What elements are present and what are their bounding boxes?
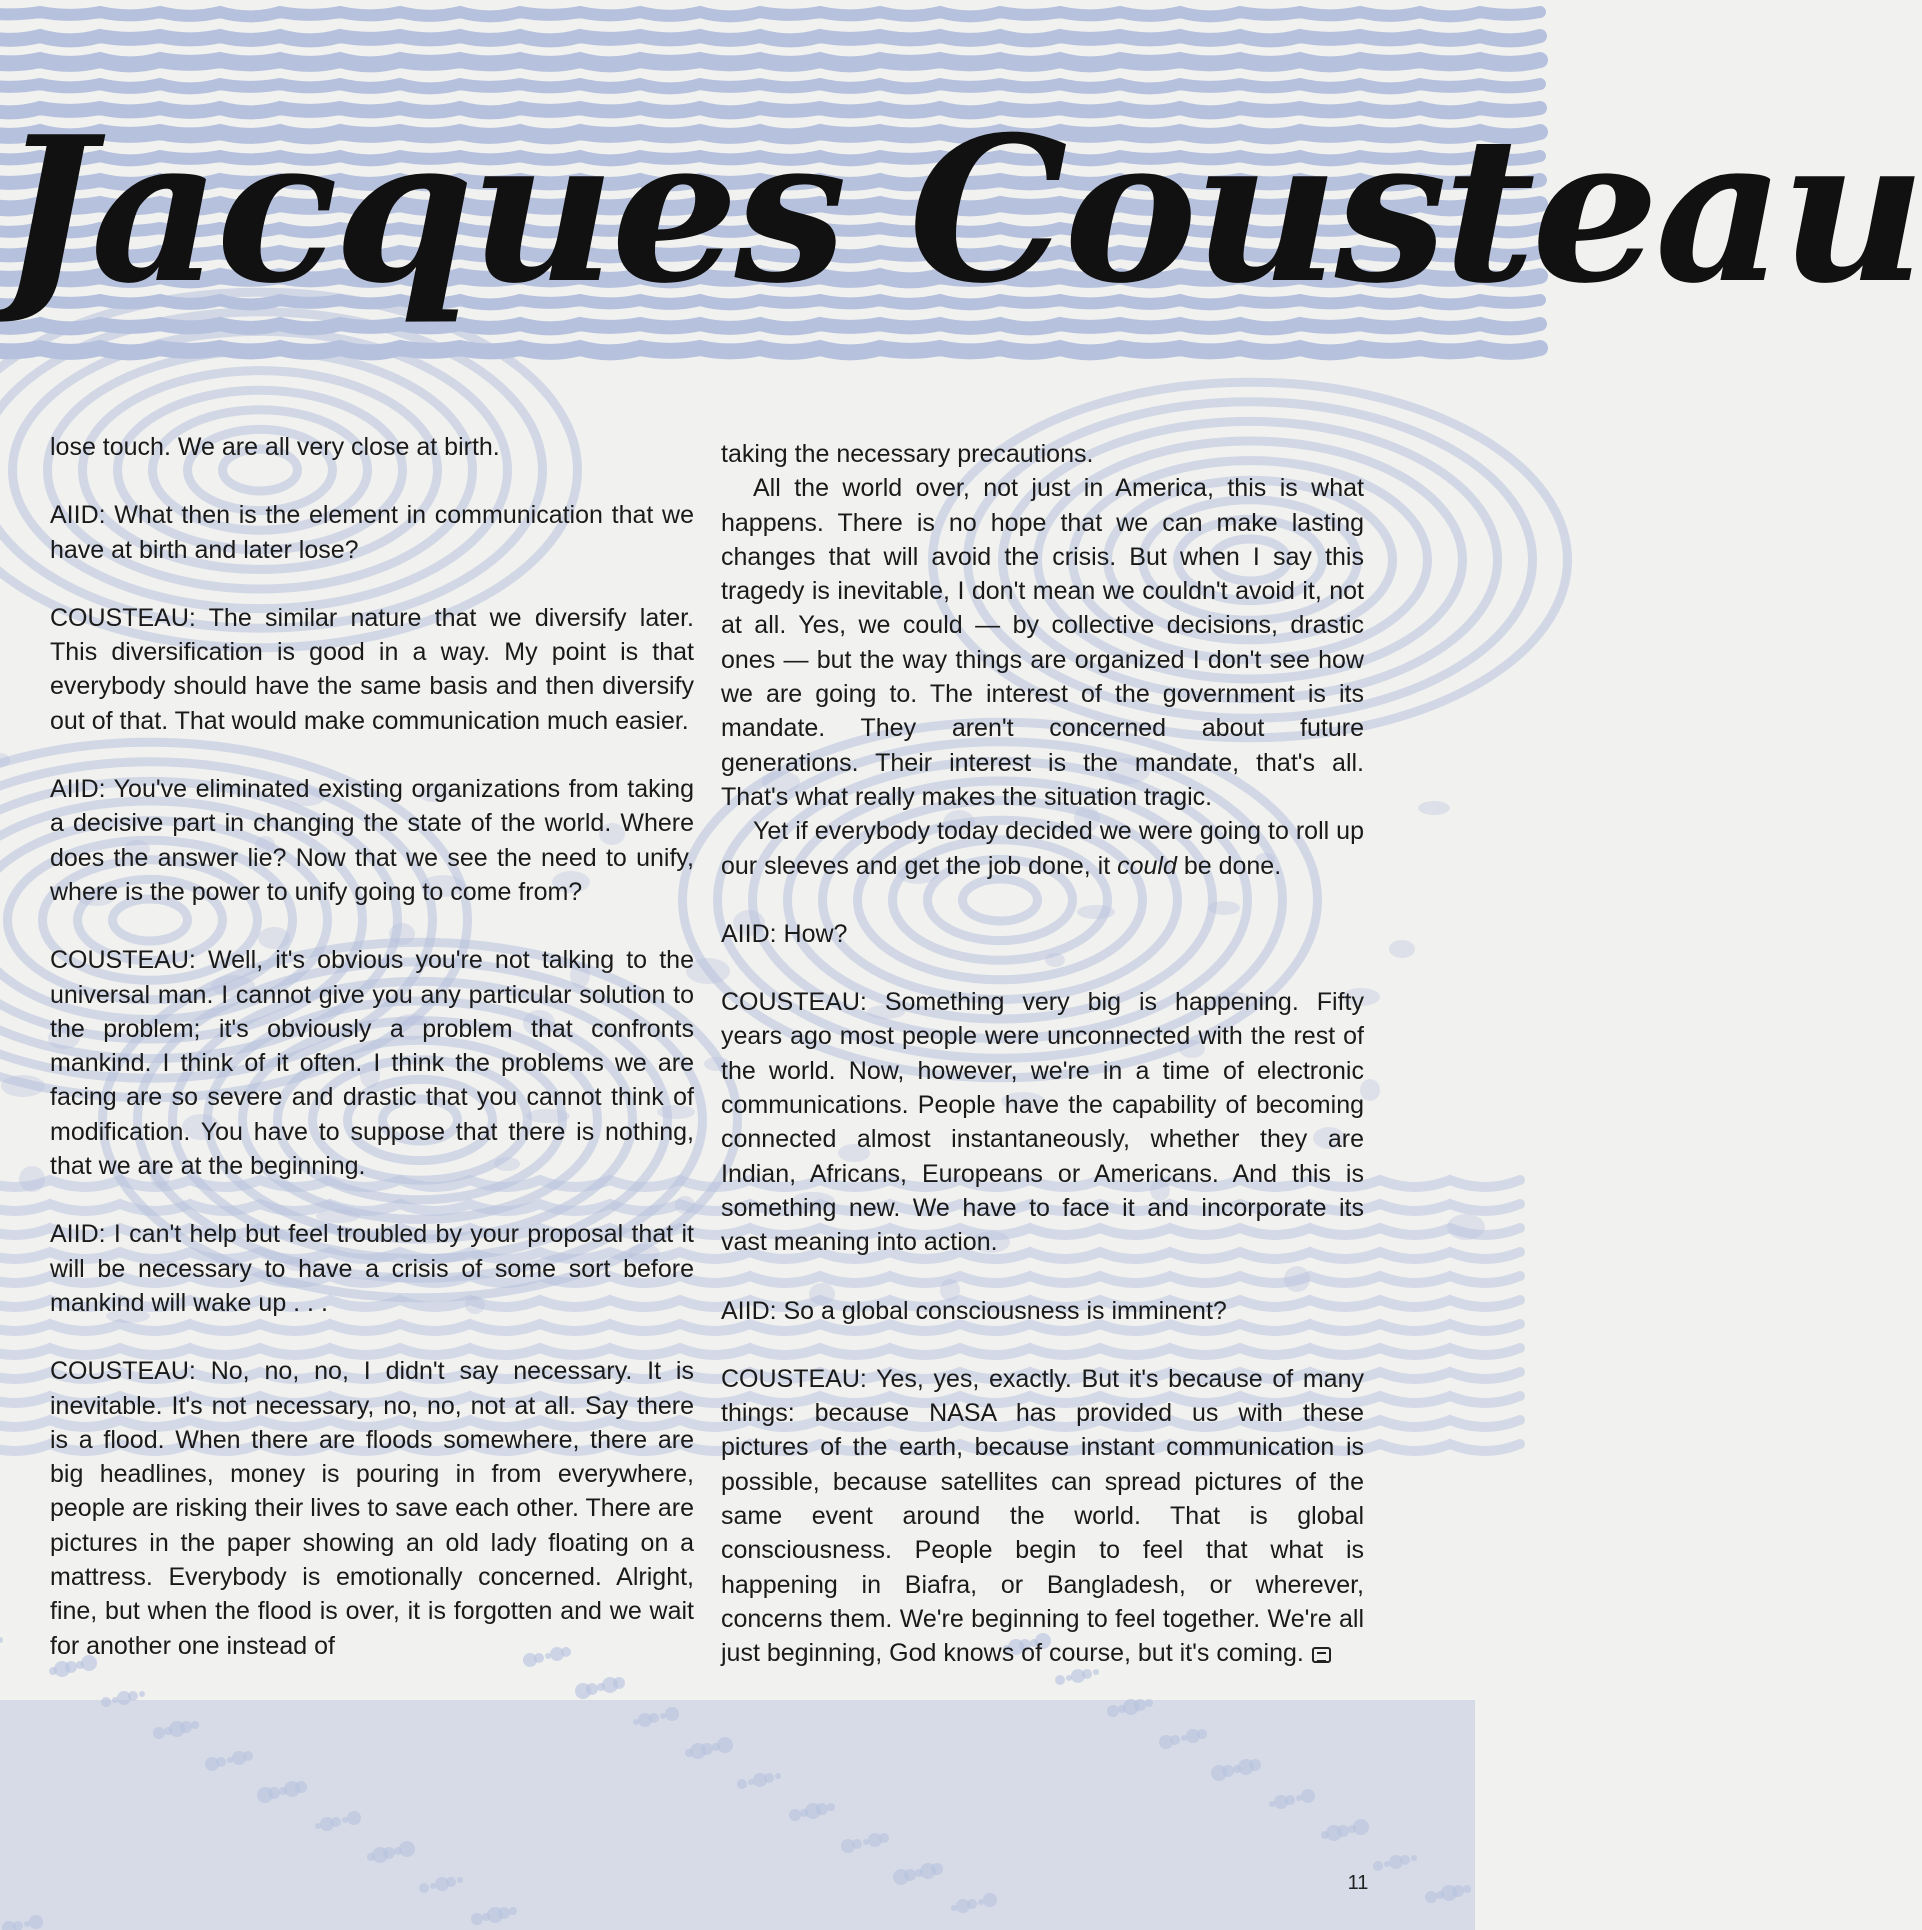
pattern-shape <box>852 1839 862 1849</box>
pattern-shape <box>0 12 1540 16</box>
pattern-shape <box>1447 1214 1485 1240</box>
cousteau-answer <box>721 1362 1364 1671</box>
pattern-shape <box>1389 940 1415 958</box>
pattern-shape <box>1145 1699 1153 1707</box>
interviewer-question: AIID: How? <box>721 919 848 948</box>
pattern-shape <box>1197 1729 1207 1739</box>
cousteau-answer: COUSTEAU: The similar nature that we diversify later. This diversification is good in a way. My point is that everybody should have the same basis and then diversify out of that. That would make communication much easier. <box>50 603 694 735</box>
pattern-shape <box>383 1847 395 1859</box>
cousteau-answer: COUSTEAU: Well, it's obvious you're not talking to the universal man. I cannot give you any particular solution to the problem; it's obviously a problem that confronts mankind. I think of it often. I think the problems we are facing are so severe and drastic that you cannot think of modification. You have to suppose that there is nothing, that we are at the beginning. <box>50 946 694 1181</box>
paragraph-text: be done. <box>1176 851 1282 880</box>
pattern-shape <box>243 1751 253 1761</box>
pattern-shape <box>983 1893 997 1907</box>
pattern-shape <box>816 1803 828 1815</box>
pattern-shape <box>101 1697 111 1707</box>
pattern-shape <box>665 1707 679 1721</box>
cousteau-answer: COUSTEAU: Something very big is happening. Fifty years ago most people were unconnected with the rest of the world. Now, however, we're in a time of electronic communications. People have the capability of becoming connected almost instantaneously, whether they are Indian, Africans, Europeans or Americans. And this is something new. We have to face it and incorporate its vast meaning into action. <box>721 988 1364 1257</box>
pattern-shape <box>1353 1819 1369 1835</box>
pattern-shape <box>399 1841 415 1857</box>
pattern-shape <box>904 1869 916 1881</box>
pattern-shape <box>509 1907 517 1915</box>
pattern-shape <box>764 1773 774 1783</box>
pattern-shape <box>0 36 1540 40</box>
pattern-shape <box>347 1811 361 1825</box>
pattern-shape <box>827 1803 835 1811</box>
pattern-shape <box>717 1737 733 1753</box>
pattern-shape <box>789 1809 801 1821</box>
pattern-shape <box>931 1863 943 1875</box>
pattern-shape <box>737 1779 747 1789</box>
pattern-shape <box>128 1691 138 1701</box>
page-number: 11 <box>1347 1872 1369 1894</box>
pattern-shape <box>879 1833 889 1843</box>
pattern-shape <box>1452 1885 1464 1897</box>
pattern-shape <box>701 1743 713 1755</box>
pattern-shape <box>295 1781 307 1793</box>
pattern-shape <box>1055 1675 1065 1685</box>
paragraph: All the world over, not just in America, this is what happens. There is no hope that we can make lasting changes that will avoid the crisis. But when I say this tragedy is inevitable, I don't mean we couldn't avoid it, not at all. Yes, we could — by collective decisions, drastic ones — but the way things are organized I don't see how we are going to. The interest of the government is its mandate. They aren't concerned about future generations. Their interest is the mandate, that's all. That's what really makes the situation tragic. <box>721 474 1364 811</box>
left-column <box>50 430 694 1663</box>
pattern-shape <box>216 1757 226 1767</box>
pattern-shape <box>1 1075 45 1097</box>
paragraph-text: Yet if everybody today decided we were going to roll up our sleeves and get the job done, it <box>721 817 1364 880</box>
paragraph: lose touch. We are all very close at birth. <box>50 433 500 461</box>
pattern-shape <box>775 1773 781 1779</box>
pattern-shape <box>19 1166 45 1192</box>
paragraph: taking the necessary precautions. <box>721 440 1094 468</box>
paragraph-text: COUSTEAU: Yes, yes, exactly. But it's because of many things: because NASA has provided us with these pictures of the earth, because instant communication is possible, because satellites can spread pictures of the same event around the world. That is global consciousness. People begin to feel that what is happening in Biafra, or Bangladesh, or wherever, concerns them. We're beginning to feel together. We're all just beginning, God knows of course, but it's coming. <box>721 1364 1364 1668</box>
pattern-shape <box>967 1899 977 1909</box>
end-of-article-icon <box>1312 1647 1331 1663</box>
interviewer-question: AIID: You've eliminated existing organizations from taking a decisive part in changing the state of the world. Where does the answer lie? Now that we see the need to unify, where is the power to unify going to come from? <box>50 775 694 906</box>
cousteau-answer: COUSTEAU: No, no, no, I didn't say necessary. It is inevitable. It's not necessary, no, no, not at all. Say there is a flood. When there are floods somewhere, there are big headlines, money is pouring in from everywhere, people are risking their lives to save each other. There are pictures in the paper showing an old lady floating on a mattress. Everybody is emotionally concerned. Alright, fine, but when the flood is over, it is forgotten and we wait for another one instead of <box>50 1357 694 1660</box>
pattern-shape <box>498 1907 510 1919</box>
pattern-shape <box>1418 801 1450 815</box>
emphasis-text: could <box>1117 851 1177 880</box>
pattern-shape <box>586 1683 598 1695</box>
interviewer-question: AIID: So a global consciousness is imminent? <box>721 1296 1227 1325</box>
pattern-shape <box>153 1727 165 1739</box>
pattern-shape <box>0 1700 1475 1930</box>
pattern-shape <box>1249 1759 1261 1771</box>
pattern-shape <box>419 1883 429 1893</box>
pattern-shape <box>1082 1669 1092 1679</box>
pattern-shape <box>1222 1765 1234 1777</box>
pattern-shape <box>180 1721 192 1733</box>
pattern-shape <box>446 1877 456 1887</box>
interviewer-question: AIID: What then is the element in communication that we have at birth and later lose? <box>50 501 694 564</box>
pattern-shape <box>1373 1861 1383 1871</box>
pattern-shape <box>1425 1891 1437 1903</box>
pattern-shape <box>1107 1705 1119 1717</box>
pattern-shape <box>0 60 1540 64</box>
pattern-shape <box>29 1915 43 1929</box>
pattern-shape <box>1400 1855 1410 1865</box>
pattern-shape <box>139 1691 145 1697</box>
pattern-shape <box>457 1877 463 1883</box>
pattern-shape <box>1170 1735 1180 1745</box>
pattern-shape <box>1301 1789 1315 1803</box>
pattern-shape <box>1134 1699 1146 1711</box>
pattern-shape <box>649 1713 659 1723</box>
right-column <box>721 437 1364 1671</box>
pattern-shape <box>613 1677 625 1689</box>
pattern-shape <box>0 84 1540 88</box>
pattern-shape <box>191 1721 199 1729</box>
pattern-shape <box>1337 1825 1349 1837</box>
pattern-shape <box>268 1787 280 1799</box>
pattern-shape <box>1285 1795 1295 1805</box>
pattern-shape <box>1411 1855 1417 1861</box>
pattern-shape <box>471 1913 483 1925</box>
pattern-shape <box>1463 1885 1471 1893</box>
pattern-shape <box>331 1817 341 1827</box>
interviewer-question: AIID: I can't help but feel troubled by your proposal that it will be necessary to have a crisis of some sort before mankind will wake up . . . <box>50 1220 694 1317</box>
paragraph <box>721 814 1364 883</box>
article-title: Jacques Cousteau <box>0 93 1922 328</box>
